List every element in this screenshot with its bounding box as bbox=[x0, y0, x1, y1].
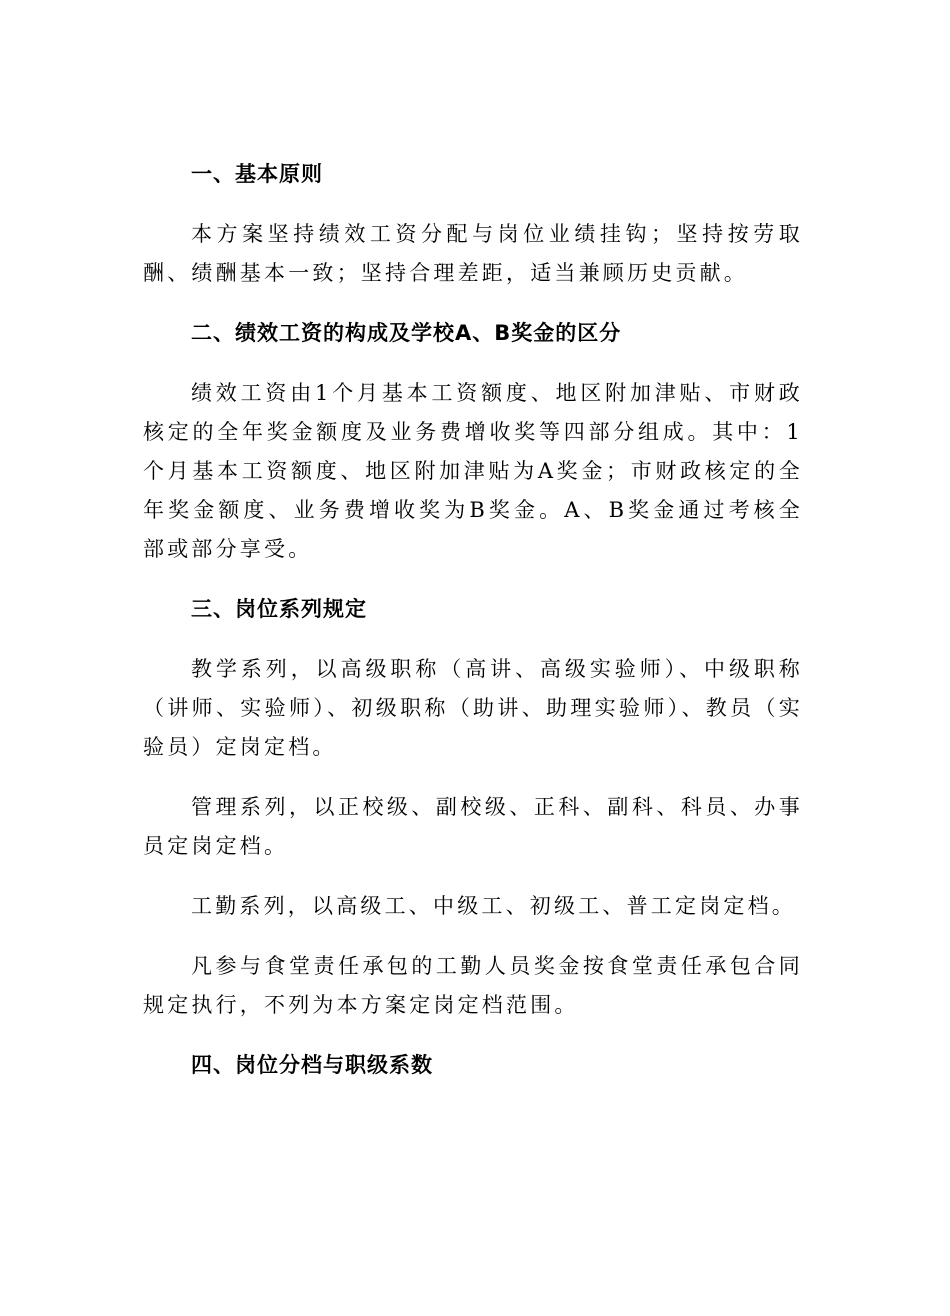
paragraph-teaching-series: 教学系列，以高级职称（高讲、高级实验师）、中级职称（讲师、实验师）、初级职称（助讲、助理实验师）、教员（实验员）定岗定档。 bbox=[143, 657, 803, 759]
section-heading-4: 四、岗位分档与职级系数 bbox=[191, 1053, 433, 1077]
section-heading-3: 三、岗位系列规定 bbox=[191, 597, 367, 621]
paragraph-composition: 绩效工资由1个月基本工资额度、地区附加津贴、市财政核定的全年奖金额度及业务费增收奖等四部分组成。其中：1个月基本工资额度、地区附加津贴为A奖金；市财政核定的全年奖金额度、业务费增收奖为B奖金。A、B奖金通过考核全部或部分享受。 bbox=[143, 381, 803, 561]
paragraph-management-series: 管理系列，以正校级、副校级、正科、副科、科员、办事员定岗定档。 bbox=[143, 795, 803, 858]
paragraph-canteen-note: 凡参与食堂责任承包的工勤人员奖金按食堂责任承包合同规定执行，不列为本方案定岗定档范围。 bbox=[143, 954, 803, 1017]
section-heading-1: 一、基本原则 bbox=[191, 162, 323, 186]
document-body bbox=[143, 155, 803, 1085]
paragraph-principles: 本方案坚持绩效工资分配与岗位业绩挂钩；坚持按劳取酬、绩酬基本一致；坚持合理差距，适当兼顾历史贡献。 bbox=[143, 222, 803, 285]
section-heading-2: 二、绩效工资的构成及学校A、B奖金的区分 bbox=[191, 321, 622, 345]
paragraph-service-series: 工勤系列，以高级工、中级工、初级工、普工定岗定档。 bbox=[191, 894, 796, 918]
